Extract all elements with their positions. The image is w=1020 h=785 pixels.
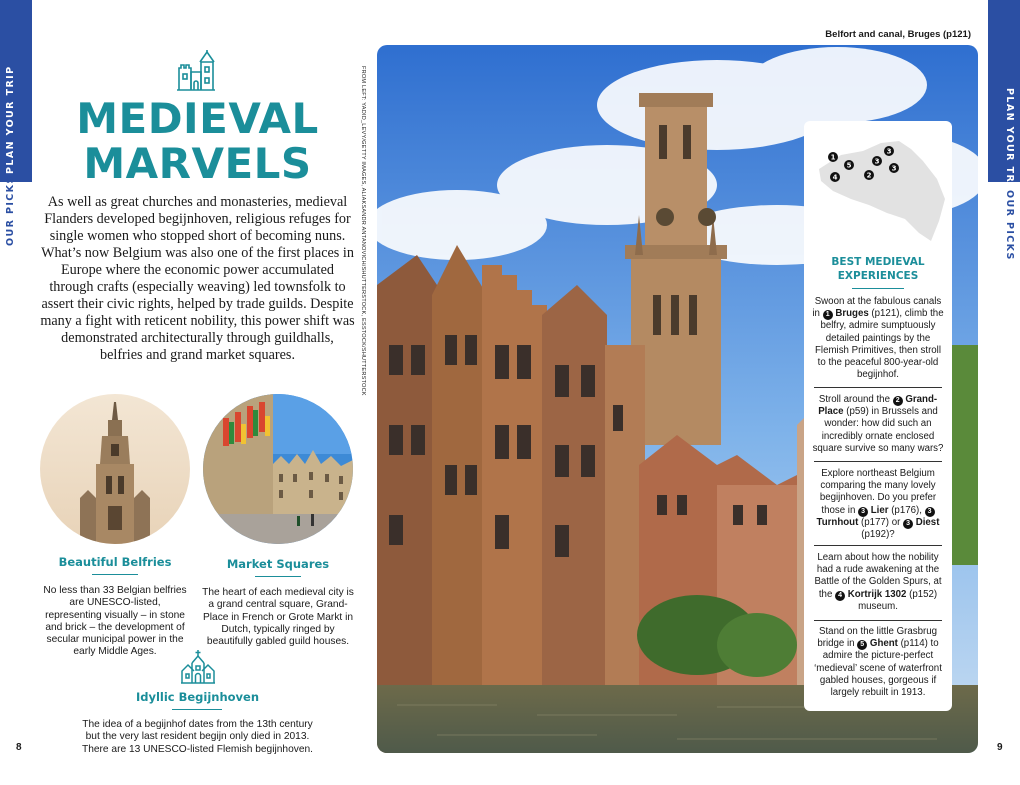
feature-rule-begijnhoven <box>172 709 222 710</box>
place-turnhout: Turnhout <box>816 516 859 528</box>
panel-heading <box>804 255 952 283</box>
castle-icon <box>175 50 217 92</box>
entry-divider <box>814 461 942 462</box>
feature-title-belfries: Beautiful Belfries <box>58 555 172 569</box>
belfry-photo <box>40 394 190 544</box>
experience-ghent: Stand on the little Grasbrug bridge in 5 Ghent (p114) to admire the picture-perfect ‘medieval’ scene of waterfront gabled houses, gorgeous if largely rebuilt in 1913. <box>814 626 942 699</box>
best-experiences-panel <box>804 121 952 711</box>
map-marker-4: 4 <box>832 173 838 182</box>
title-line-1: MEDIEVAL <box>76 94 319 143</box>
map-marker-1: 1 <box>830 153 836 162</box>
place-kortrijk: Kortrijk 1302 <box>847 588 907 600</box>
badge-3-lier: 3 <box>858 507 868 517</box>
experience-grand-place: Stroll around the 2 Grand-Place (p59) in Brussels and wonder: how did such an incredibly ornate enclosed square survive so many wars? <box>812 394 944 454</box>
place-bruges: Bruges <box>835 308 869 320</box>
feature-text-belfries: No less than 33 Belgian belfries are UNESCO-listed, representing visually – in stone and brick – the development of secular municipal power in the early Middle Ages. <box>43 585 187 658</box>
experience-bruges: Swoon at the fabulous canals in 1 Bruges (p121), climb the belfry, admire sumptuously detailed paintings by the Flemish Primitives, then stroll to the peaceful 800-year-old begijnhof. <box>812 296 944 381</box>
experience-kortrijk: Learn about how the nobility had a rude awakening at the Battle of the Golden Spurs, at the 4 Kortrijk 1302 (p152) museum. <box>814 552 942 612</box>
feature-title-market-squares: Market Squares <box>226 557 330 571</box>
intro-paragraph: As well as great churches and monasteries, medieval Flanders developed begijnhoven, religious refuges for single women who stopped short of becoming nuns. What’s now Belgium was also one of the first places in Europe where the economic power accumulated through crafts (especially weaving) led townsfolk to assert their civic rights, helped by trade guilds. Despite many a fight with reticent nobility, this power shift was demonstrated architecturally through guildhalls, belfries and grand market squares. <box>40 194 355 363</box>
photo-credit: FROM LEFT: YADID_LEVY/GETTY IMAGES, ALIAKSANDR ANTANOVICH/SHUTTERSTOCK, ESSTOCK/SHUTTERSTOCK <box>360 66 366 396</box>
place-grand-place: Grand-Place <box>818 394 938 418</box>
map-marker-3b: 3 <box>874 157 880 166</box>
map-marker-3c: 3 <box>891 164 897 173</box>
place-ghent: Ghent <box>869 638 898 650</box>
photo-caption: Belfort and canal, Bruges (p121) <box>825 29 971 40</box>
page-title <box>60 96 335 186</box>
panel-heading-line-1: BEST MEDIEVAL <box>831 256 925 268</box>
badge-3-diest: 3 <box>903 519 913 529</box>
map-marker-5: 5 <box>846 161 852 170</box>
tab-label-picks-right: OUR PICKS <box>1004 190 1015 261</box>
feature-rule-belfries <box>92 574 138 575</box>
experience-begijnhoven: Explore northeast Belgium comparing the many lovely begijnhoven. Do you prefer those in 3 Lier (p176), 3 Turnhout (p177) or 3 Diest (p192)? <box>816 468 940 541</box>
tab-label-plan-left: PLAN YOUR TRIP <box>5 65 16 174</box>
church-icon <box>180 649 216 685</box>
feature-title-begijnhoven: Idyllic Begijnhoven <box>135 690 260 704</box>
belgium-map <box>811 129 947 247</box>
feature-rule-market-squares <box>255 576 301 577</box>
panel-heading-line-2: EXPERIENCES <box>837 270 919 282</box>
badge-1: 1 <box>823 310 833 320</box>
feature-text-market-squares: The heart of each medieval city is a grand central square, Grand-Place in French or Grote Markt in Dutch, typically ringed by beautifully gabled guild houses. <box>202 587 354 648</box>
tab-label-picks-left: OUR PICKS <box>5 175 16 246</box>
feature-text-begijnhoven: The idea of a begijnhof dates from the 13th century but the very last resident begijn only died in 2013. There are 13 UNESCO-listed Flemish begijnhoven. <box>81 719 314 755</box>
panel-heading-rule <box>852 288 904 289</box>
tab-label-plan-right: PLAN YOUR TRIP <box>1004 88 1015 197</box>
badge-3-turnhout: 3 <box>925 507 935 517</box>
badge-5: 5 <box>857 640 867 650</box>
badge-2: 2 <box>893 396 903 406</box>
page-number-left: 8 <box>16 742 22 753</box>
place-lier: Lier <box>870 504 889 516</box>
place-diest: Diest <box>915 516 940 528</box>
badge-4: 4 <box>835 591 845 601</box>
entry-divider <box>814 545 942 546</box>
map-marker-3a: 3 <box>886 147 892 156</box>
map-marker-2: 2 <box>866 171 872 180</box>
entry-divider <box>814 620 942 621</box>
entry-divider <box>814 387 942 388</box>
page-number-right: 9 <box>997 742 1003 753</box>
title-line-2: MARVELS <box>83 139 312 188</box>
market-square-photo <box>203 394 353 544</box>
